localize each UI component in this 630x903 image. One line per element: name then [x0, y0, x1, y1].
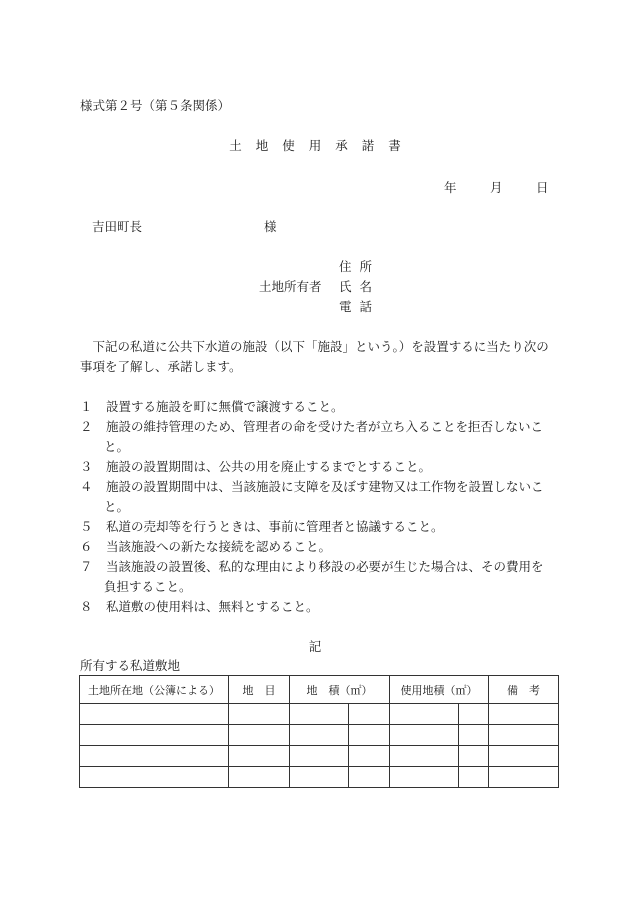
header-category: 地 目 [229, 676, 290, 704]
table-cell [80, 767, 229, 788]
table-cell [390, 704, 459, 725]
term-item [80, 517, 554, 537]
term-item [80, 477, 554, 517]
header-area: 地 積（㎡） [290, 676, 390, 704]
term-number: ６ [80, 539, 93, 554]
term-number: ２ [80, 419, 93, 434]
table-cell [390, 767, 459, 788]
terms-list [80, 397, 554, 617]
intro-paragraph: 下記の私道に公共下水道の施設（以下「施設」という。）を設置するに当たり次の事項を了解し、承諾します。 [80, 339, 549, 374]
term-text: 施設の維持管理のため、管理者の命を受けた者が立ち入ることを拒否しないこと。 [104, 419, 544, 454]
table-cell [290, 767, 349, 788]
table-cell [80, 725, 229, 746]
table-cell [489, 767, 559, 788]
header-used-area: 使用地積（㎡） [390, 676, 489, 704]
term-text: 私道敷の使用料は、無料とすること。 [106, 599, 319, 614]
table-cell [290, 725, 349, 746]
date-day-label: 日 [536, 180, 549, 195]
table-header-row [80, 676, 559, 704]
table-cell [229, 767, 290, 788]
address-label: 住所 [339, 259, 381, 274]
term-item [80, 557, 554, 597]
term-item [80, 417, 554, 457]
table-cell [349, 746, 390, 767]
table-cell [80, 746, 229, 767]
table-row [80, 746, 559, 767]
table-row [80, 704, 559, 725]
term-number: ８ [80, 599, 93, 614]
table-cell [349, 725, 390, 746]
table-cell [459, 725, 489, 746]
honorific: 様 [264, 219, 277, 234]
table-cell [489, 725, 559, 746]
table-cell [349, 767, 390, 788]
date-month-label: 月 [490, 180, 503, 195]
table-cell [390, 746, 459, 767]
table-row [80, 767, 559, 788]
land-table [79, 675, 559, 788]
header-location: 土地所在地（公簿による） [80, 676, 229, 704]
term-text: 施設の設置期間は、公共の用を廃止するまでとすること。 [106, 459, 432, 474]
table-cell [229, 725, 290, 746]
table-cell [349, 704, 390, 725]
table-cell [489, 704, 559, 725]
term-item [80, 457, 554, 477]
owner-role-label: 土地所有者 [259, 279, 322, 294]
table-cell [80, 704, 229, 725]
term-number: ７ [80, 559, 93, 574]
term-text: 設置する施設を町に無償で譲渡すること。 [106, 399, 344, 414]
name-label: 氏名 [339, 279, 381, 294]
table-cell [390, 725, 459, 746]
phone-label: 電話 [339, 299, 381, 314]
table-cell [489, 746, 559, 767]
table-cell [229, 746, 290, 767]
table-section-label: 所有する私道敷地 [80, 658, 181, 673]
table-cell [459, 767, 489, 788]
term-number: ４ [80, 479, 93, 494]
table-cell [459, 746, 489, 767]
table-cell [229, 704, 290, 725]
term-number: １ [80, 399, 93, 414]
table-cell [459, 704, 489, 725]
date-year-label: 年 [444, 180, 457, 195]
table-cell [290, 746, 349, 767]
date-line [444, 178, 549, 196]
document-title: 土地使用承諾書 [229, 138, 415, 153]
table-cell [290, 704, 349, 725]
term-text: 施設の設置期間中は、当該施設に支障を及ぼす建物又は工作物を設置しないこと。 [104, 479, 544, 514]
ki-heading: 記 [308, 639, 322, 654]
term-text: 当該施設の設置後、私的な理由により移設の必要が生じた場合は、その費用を負担すること。 [104, 559, 544, 594]
term-number: ３ [80, 459, 93, 474]
form-number: 様式第２号（第５条関係） [80, 98, 231, 113]
term-item [80, 597, 554, 617]
table-row [80, 725, 559, 746]
term-text: 私道の売却等を行うときは、事前に管理者と協議すること。 [106, 519, 444, 534]
term-item [80, 397, 554, 417]
term-item [80, 537, 554, 557]
header-remarks: 備 考 [489, 676, 559, 704]
term-text: 当該施設への新たな接続を認めること。 [106, 539, 332, 554]
term-number: ５ [80, 519, 93, 534]
addressee: 吉田町長 [92, 219, 143, 234]
